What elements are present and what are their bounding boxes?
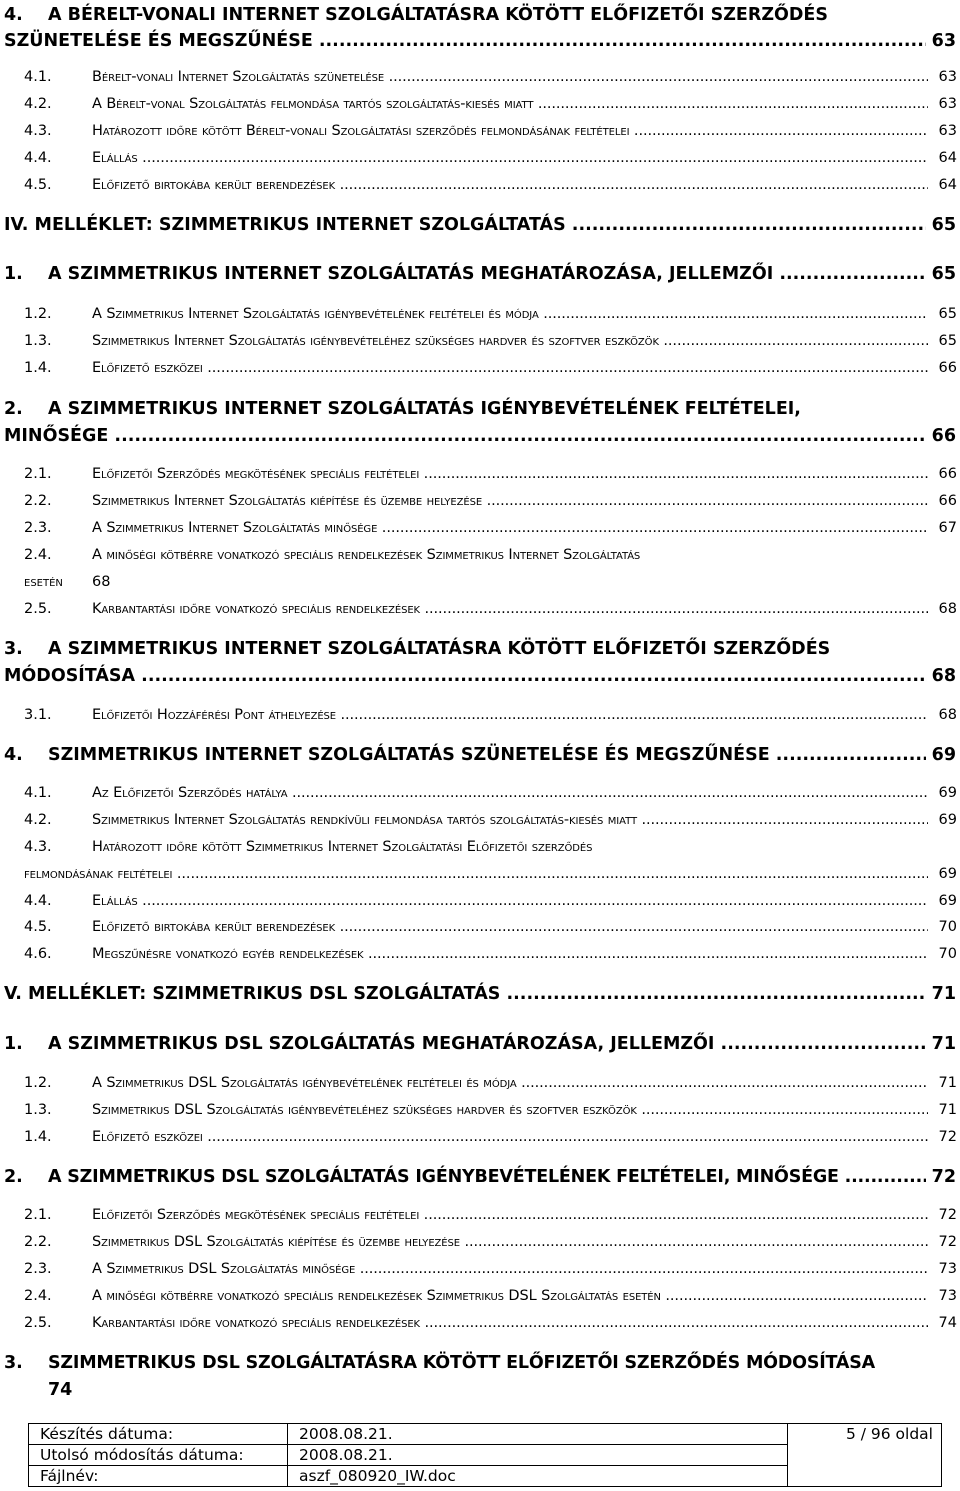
toc-title: Szimmetrikus Internet Szolgáltatás kiépítése és üzembe helyezése ..... [92,490,928,512]
toc-number: 3. [4,639,23,659]
toc-title: Szimmetrikus DSL Szolgáltatás kiépítése és üzembe helyezése ..... [92,1231,928,1253]
toc-title: MINŐSÉGE ..... [4,423,926,449]
toc-number: 4.2. [24,812,52,828]
toc-page: 68 [937,704,957,726]
modified-label: Utolsó módosítás dátuma: [29,1445,288,1466]
toc-page: 72 [930,1164,956,1190]
toc-page: 72 [937,1126,957,1148]
toc-title: Szimmetrikus DSL Szolgáltatás igénybevételéhez szükséges hardver és szoftver eszközök ..... [92,1099,928,1121]
toc-title: Szimmetrikus Internet Szolgáltatás rendkívüli felmondása tartós szolgáltatás-kiesés miatt ..... [92,809,928,831]
toc-number: 3.1. [24,707,52,723]
toc-title: Elállás ..... [92,147,928,169]
toc-page: 65 [930,212,956,238]
toc-title: Előfizetői Szerződés megkötésének speciális feltételei ..... [92,463,928,485]
toc-number: 2.4. [24,547,52,563]
toc-title: SZIMMETRIKUS DSL SZOLGÁLTATÁSRA KÖTÖTT ELŐFIZETŐI SZERZŐDÉS MÓDOSÍTÁSA [48,1353,876,1373]
toc-title: Határozott időre kötött Bérelt-vonali Szolgáltatási szerződés felmondásának feltételei ..... [92,120,928,142]
toc-title: A SZIMMETRIKUS INTERNET SZOLGÁLTATÁSRA KÖTÖTT ELŐFIZETŐI SZERZŐDÉS [48,639,831,659]
toc-title: IV. MELLÉKLET: SZIMMETRIKUS INTERNET SZOLGÁLTATÁS ..... [4,212,926,238]
toc-page: 66 [937,463,957,485]
toc-page: 71 [930,981,956,1007]
toc-page: 65 [937,330,957,352]
toc-page: 64 [937,174,957,196]
document-footer [28,1423,942,1487]
toc-page: 66 [930,423,956,449]
toc-title: A Bérelt-vonal Szolgáltatás felmondása tartós szolgáltatás-kiesés miatt ..... [92,93,928,115]
toc-number: 1.2. [24,1075,52,1091]
toc-title: V. MELLÉKLET: SZIMMETRIKUS DSL SZOLGÁLTATÁS ..... [4,981,926,1007]
toc-title: Előfizető birtokába került berendezések ..... [92,174,928,196]
toc-page: 69 [937,809,957,831]
toc-title: A Szimmetrikus Internet Szolgáltatás minősége ..... [92,517,928,539]
toc-page: 65 [937,303,957,325]
toc-title: Karbantartási időre vonatkozó speciális rendelkezések ..... [92,1312,928,1334]
toc-page: 69 [937,782,957,804]
toc-title: Megszűnésre vonatkozó egyéb rendelkezések ..... [92,943,928,965]
toc-page: 67 [937,517,957,539]
toc-number: 1.3. [24,333,52,349]
toc-number: 4.4. [24,893,52,909]
toc-title: Előfizetői Hozzáférési Pont áthelyezése ..... [92,704,928,726]
toc-number: 2.3. [24,520,52,536]
filename-label: Fájlnév: [29,1466,288,1487]
toc-number: 4.3. [24,123,52,139]
toc-title: MÓDOSÍTÁSA ..... [4,663,926,689]
toc-number: 4.6. [24,946,52,962]
filename-value: aszf_080920_IW.doc [288,1466,788,1487]
toc-page: 74 [937,1312,957,1334]
toc-title: A Szimmetrikus DSL Szolgáltatás minősége ..... [92,1258,928,1280]
toc-number: 1.4. [24,360,52,376]
toc-number: 4.1. [24,785,52,801]
toc-page: 69 [930,742,956,768]
toc-number: 2. [4,399,23,419]
toc-number: 4. [4,5,23,25]
toc-number: 2.5. [24,1315,52,1331]
toc-page: 69 [937,890,957,912]
page-info: 5 / 96 oldal [788,1424,942,1487]
toc-number: 2.2. [24,1234,52,1250]
toc-number: 1.2. [24,306,52,322]
toc-page: 73 [937,1285,957,1307]
created-label: Készítés dátuma: [29,1424,288,1445]
toc-title: Elállás ..... [92,890,928,912]
toc-title: esetén [24,574,63,590]
toc-page: 69 [937,863,957,885]
toc-page: 72 [937,1204,957,1226]
toc-page: 65 [930,261,956,287]
toc-page: 63 [937,120,957,142]
toc-title: felmondásának feltételei ..... [24,863,928,885]
toc-number: 4.5. [24,177,52,193]
toc-title: A Szimmetrikus DSL Szolgáltatás igénybevételének feltételei és módja ..... [92,1072,928,1094]
toc-number: 4.5. [24,919,52,935]
toc-page: 63 [930,28,956,54]
created-value: 2008.08.21. [288,1424,788,1445]
toc-page: 63 [937,66,957,88]
toc-number: 4.3. [24,839,52,855]
toc-page: 68 [937,598,957,620]
toc-page: 64 [937,147,957,169]
toc-title: Az Előfizetői Szerződés hatálya ..... [92,782,928,804]
toc-title: A SZIMMETRIKUS DSL SZOLGÁLTATÁS IGÉNYBEVÉTELÉNEK FELTÉTELEI, MINŐSÉGE ..... [48,1164,926,1190]
toc-title: Előfizető eszközei ..... [92,357,928,379]
toc-page: 72 [937,1231,957,1253]
toc-title: A SZIMMETRIKUS DSL SZOLGÁLTATÁS MEGHATÁROZÁSA, JELLEMZŐI ..... [48,1031,926,1057]
toc-number: 1.3. [24,1102,52,1118]
toc-page: 68 [92,574,111,590]
toc-title: A SZIMMETRIKUS INTERNET SZOLGÁLTATÁS MEGHATÁROZÁSA, JELLEMZŐI ..... [48,261,926,287]
toc-page: 68 [930,663,956,689]
toc-number: 4.4. [24,150,52,166]
toc-title: Szimmetrikus Internet Szolgáltatás igénybevételéhez szükséges hardver és szoftver eszközök ..... [92,330,928,352]
toc-number: 2.1. [24,466,52,482]
toc-page: 70 [937,943,957,965]
modified-value: 2008.08.21. [288,1445,788,1466]
toc-title: Előfizetői Szerződés megkötésének speciális feltételei ..... [92,1204,928,1226]
toc-number: 2. [4,1167,23,1187]
toc-number: 1.4. [24,1129,52,1145]
toc-number: 1. [4,264,23,284]
toc-number: 3. [4,1353,23,1373]
toc-title: A minőségi kötbérre vonatkozó speciális rendelkezések Szimmetrikus DSL Szolgáltatás esetén ..... [92,1285,928,1307]
toc-page: 73 [937,1258,957,1280]
toc-number: 2.4. [24,1288,52,1304]
toc-title: A BÉRELT-VONALI INTERNET SZOLGÁLTATÁSRA KÖTÖTT ELŐFIZETŐI SZERZŐDÉS [48,5,828,25]
toc-title: A minőségi kötbérre vonatkozó speciális rendelkezések Szimmetrikus Internet Szolgáltatás [92,547,641,563]
toc-page: 66 [937,490,957,512]
toc-number: 4.1. [24,69,52,85]
toc-title: Karbantartási időre vonatkozó speciális rendelkezések ..... [92,598,928,620]
toc-number: 4.2. [24,96,52,112]
toc-title: A Szimmetrikus Internet Szolgáltatás igénybevételének feltételei és módja ..... [92,303,928,325]
toc-number: 2.3. [24,1261,52,1277]
toc-page: 63 [937,93,957,115]
toc-title: Határozott időre kötött Szimmetrikus Internet Szolgáltatási Előfizetői szerződés [92,839,593,855]
toc-number: 4. [4,745,23,765]
toc-page: 71 [937,1099,957,1121]
toc-title: A SZIMMETRIKUS INTERNET SZOLGÁLTATÁS IGÉNYBEVÉTELÉNEK FELTÉTELEI, [48,399,801,419]
toc-page: 74 [48,1380,73,1400]
toc-number: 2.1. [24,1207,52,1223]
toc-number: 2.5. [24,601,52,617]
toc-number: 1. [4,1034,23,1054]
toc-page: 66 [937,357,957,379]
toc-title: SZÜNETELÉSE ÉS MEGSZŰNÉSE ..... [4,28,926,54]
toc-page: 71 [930,1031,956,1057]
toc-number: 2.2. [24,493,52,509]
toc-page: 70 [937,916,957,938]
toc-title: Előfizető birtokába került berendezések ..... [92,916,928,938]
toc-title: Előfizető eszközei ..... [92,1126,928,1148]
toc-title: Bérelt-vonali Internet Szolgáltatás szünetelése ..... [92,66,928,88]
toc-page: 71 [937,1072,957,1094]
toc-title: SZIMMETRIKUS INTERNET SZOLGÁLTATÁS SZÜNETELÉSE ÉS MEGSZŰNÉSE ..... [48,742,926,768]
